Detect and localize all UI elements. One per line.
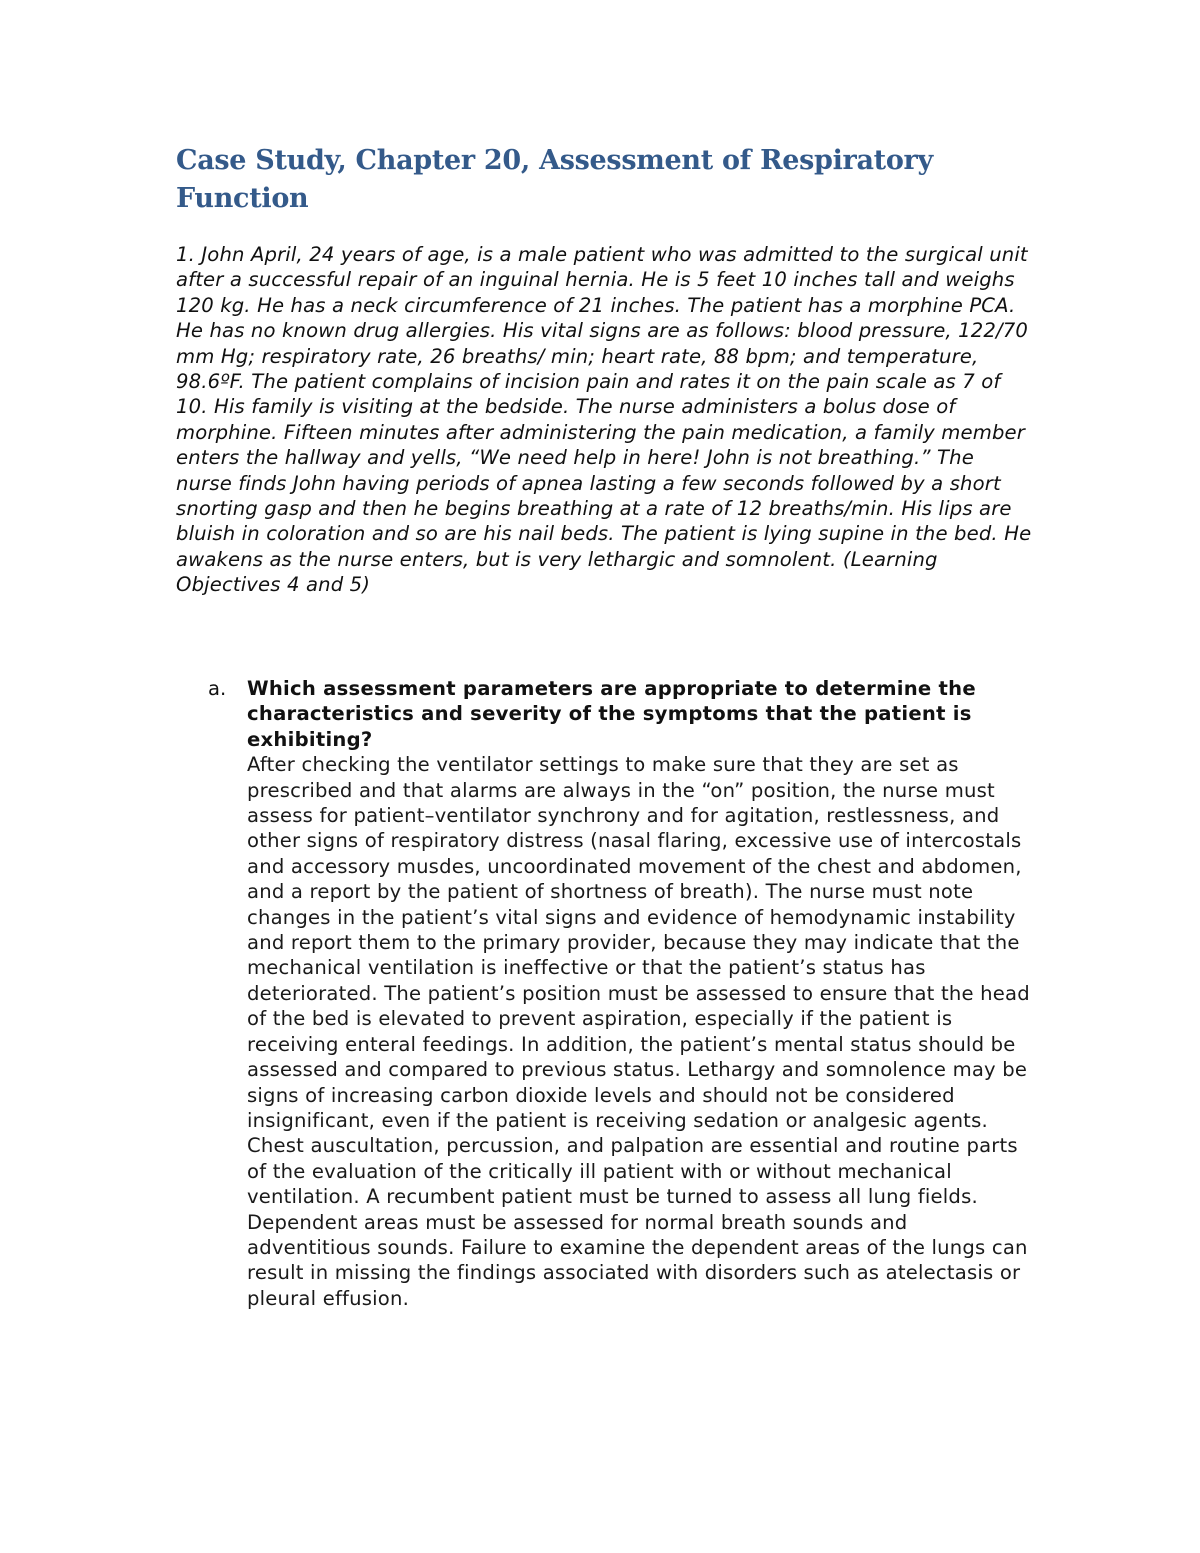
case-description: 1. John April, 24 years of age, is a male patient who was admitted to the surgical unit after a successful repair of an inguinal hernia. He is 5 feet 10 inches tall and weighs 120 kg. He has a neck circumference of 21 inches. The patient has a morphine PCA. He has no known drug allergies. His vital signs are as follows: blood pressure, 122/70 mm Hg; respiratory rate, 26 breaths/ min; heart rate, 88 bpm; and temperature, 98.6ºF. The patient complains of incision pain and rates it on the pain scale as 7 of 10. His family is visiting at the bedside. The nurse administers a bolus dose of morphine. Fifteen minutes after administering the pain medication, a family member enters the hallway and yells, “We need help in here! John is not breathing.” The nurse finds John having periods of apnea lasting a few seconds followed by a short snorting gasp and then he begins breathing at a rate of 12 breaths/min. His lips are bluish in coloration and so are his nail beds. The patient is lying supine in the bed. He awakens as the nurse enters, but is very lethargic and somnolent. (Learning Objectives 4 and 5)	[176, 243, 1032, 597]
document-title: Case Study, Chapter 20, Assessment of Respiratory Function	[176, 145, 933, 214]
question-body	[247, 676, 1037, 1311]
question-marker: a.	[208, 677, 227, 700]
question-text: Which assessment parameters are appropriate to determine the characteristics and severity of the symptoms that the patient is exhibiting?	[247, 677, 976, 751]
answer-text: After checking the ventilator settings to make sure that they are set as prescribed and that alarms are always in the “on” position, the nurse must assess for patient–ventilator synchrony and for agitation, restlessness, and other signs of respiratory distress (nasal flaring, excessive use of intercostals and accessory musdes, uncoordinated movement of the chest and abdomen, and a report by the patient of shortness of breath). The nurse must note changes in the patient’s vital signs and evidence of hemodynamic instability and report them to the primary provider, because they may indicate that the mechanical ventilation is ineffective or that the patient’s status has deteriorated. The patient’s position must be assessed to ensure that the head of the bed is elevated to prevent aspiration, especially if the patient is receiving enteral feedings. In addition, the patient’s mental status should be assessed and compared to previous status. Lethargy and somnolence may be signs of increasing carbon dioxide levels and should not be considered insignificant, even if the patient is receiving sedation or analgesic agents. Chest auscultation, percussion, and palpation are essential and routine parts of the evaluation of the critically ill patient with or without mechanical ventilation. A recumbent patient must be turned to assess all lung fields. Dependent areas must be assessed for normal breath sounds and adventitious sounds. Failure to examine the dependent areas of the lungs can result in missing the findings associated with disorders such as atelectasis or pleural effusion.	[247, 753, 1030, 1310]
